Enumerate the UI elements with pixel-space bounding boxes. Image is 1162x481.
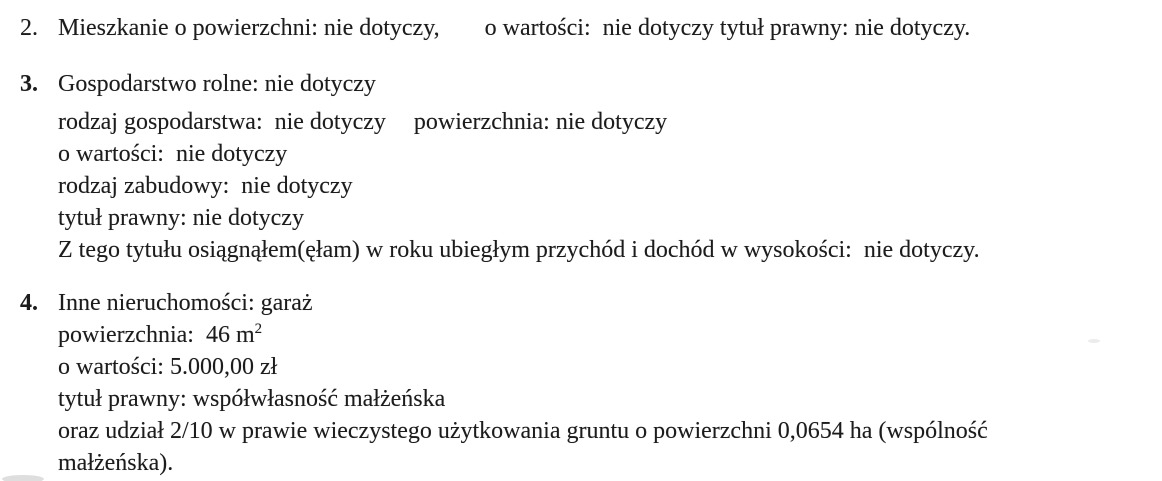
- powierzchnia-value-text: powierzchnia: 46 m: [58, 322, 255, 348]
- powierzchnia-value-line: [58, 319, 1162, 351]
- powierzchnia-text: powierzchnia: nie dotyczy: [413, 109, 668, 135]
- o-wartosci-value-line: o wartości: 5.000,00 zł: [58, 354, 278, 380]
- rodzaj-zabudowy-line: rodzaj zabudowy: nie dotyczy: [58, 173, 353, 199]
- udzial-line-2: małżeńska).: [58, 450, 174, 476]
- udzial-line-1: oraz udział 2/10 w prawie wieczystego użytkowania gruntu o powierzchni 0,0654 ha (wspólność: [58, 418, 988, 444]
- rodzaj-gospodarstwa-line: [58, 106, 1162, 138]
- item-4-content: [58, 287, 1162, 479]
- square-meter-superscript: 2: [254, 321, 263, 337]
- mieszkanie-line: [58, 12, 1162, 44]
- item-2-content: [58, 12, 1162, 44]
- tytul-prawny-value-line: tytuł prawny: współwłasność małżeńska: [58, 386, 446, 412]
- item-4: [0, 287, 1162, 479]
- item-2: [0, 12, 1162, 44]
- przychod-dochod-line: Z tego tytułu osiągnąłem(ęłam) w roku ubiegłym przychód i dochód w wysokości: nie dotyczy.: [58, 237, 980, 263]
- rodzaj-gospodarstwa-text: rodzaj gospodarstwa: nie dotyczy: [58, 109, 386, 135]
- item-2-number: 2.: [20, 15, 38, 41]
- item-3: [0, 68, 1162, 266]
- tytul-prawny-line: tytuł prawny: nie dotyczy: [58, 205, 304, 231]
- inne-nieruchomosci-heading: Inne nieruchomości: garaż: [58, 290, 313, 316]
- item-3-number: 3.: [20, 71, 38, 97]
- item-3-content: [58, 68, 1162, 266]
- mieszkanie-line-part2: o wartości: nie dotyczy tytuł prawny: nie dotyczy.: [484, 15, 971, 41]
- item-4-number: 4.: [20, 290, 38, 316]
- o-wartosci-line: o wartości: nie dotyczy: [58, 141, 288, 167]
- mieszkanie-line-part1: Mieszkanie o powierzchni: nie dotyczy,: [58, 15, 440, 41]
- gospodarstwo-heading: Gospodarstwo rolne: nie dotyczy: [58, 71, 376, 97]
